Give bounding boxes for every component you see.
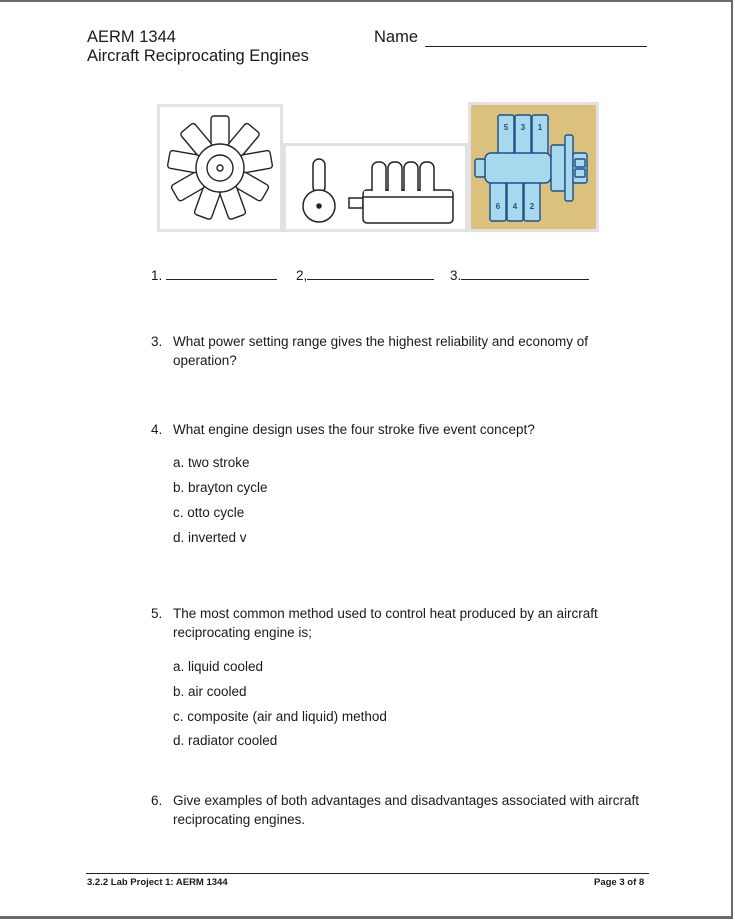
course-code: AERM 1344 — [87, 28, 176, 46]
question-4-option-c[interactable]: c. otto cycle — [173, 505, 245, 520]
cyl-label-5: 5 — [503, 123, 509, 132]
cyl-label-2: 2 — [529, 202, 535, 211]
question-5-text: The most common method used to control heat produced by an aircraft reciprocating engine is; — [173, 606, 598, 640]
opposed-engine-icon — [471, 105, 596, 229]
answer-blank-2[interactable] — [296, 266, 434, 285]
cyl-label-3: 3 — [520, 123, 526, 132]
question-5-option-b[interactable]: b. air cooled — [173, 684, 247, 699]
course-title: Aircraft Reciprocating Engines — [87, 47, 309, 65]
radial-engine-icon — [160, 107, 280, 229]
question-6-text: Give examples of both advantages and disadvantages associated with aircraft reciprocating engines. — [173, 793, 640, 827]
question-5-option-d[interactable]: d. radiator cooled — [173, 733, 278, 748]
question-4-option-d[interactable]: d. inverted v — [173, 530, 247, 545]
cyl-label-4: 4 — [512, 202, 518, 211]
question-4-option-b[interactable]: b. brayton cycle — [173, 480, 268, 495]
footer-rule — [86, 873, 649, 874]
name-field-line[interactable] — [425, 46, 647, 47]
question-4-number: 4. — [151, 422, 163, 437]
footer-page-number: Page 3 of 8 — [594, 877, 645, 888]
figure-radial — [157, 104, 283, 232]
figure-opposed — [468, 102, 599, 232]
question-5-option-c[interactable]: c. composite (air and liquid) method — [173, 709, 387, 724]
cyl-label-1: 1 — [537, 123, 543, 132]
question-5-number: 5. — [151, 606, 163, 621]
footer-left: 3.2.2 Lab Project 1: AERM 1344 — [87, 877, 228, 888]
question-5-option-a[interactable]: a. liquid cooled — [173, 659, 264, 674]
question-4-text: What engine design uses the four stroke five event concept? — [173, 422, 535, 437]
name-label: Name — [374, 28, 419, 46]
question-6-number: 6. — [151, 793, 163, 808]
figure-inline — [283, 143, 468, 232]
cyl-label-6: 6 — [495, 202, 501, 211]
question-3-text: What power setting range gives the highest reliability and economy of operation? — [173, 334, 588, 368]
question-4-option-a[interactable]: a. two stroke — [173, 455, 250, 470]
answer-blank-3-label: 3. — [450, 268, 462, 283]
question-3-number: 3. — [151, 334, 163, 349]
inline-engine-icon — [286, 146, 465, 229]
answer-blank-1[interactable] — [151, 266, 277, 285]
answer-blank-1-label: 1. — [151, 268, 163, 283]
answer-blank-2-label: 2, — [296, 268, 308, 283]
answer-blank-3[interactable] — [450, 266, 589, 285]
